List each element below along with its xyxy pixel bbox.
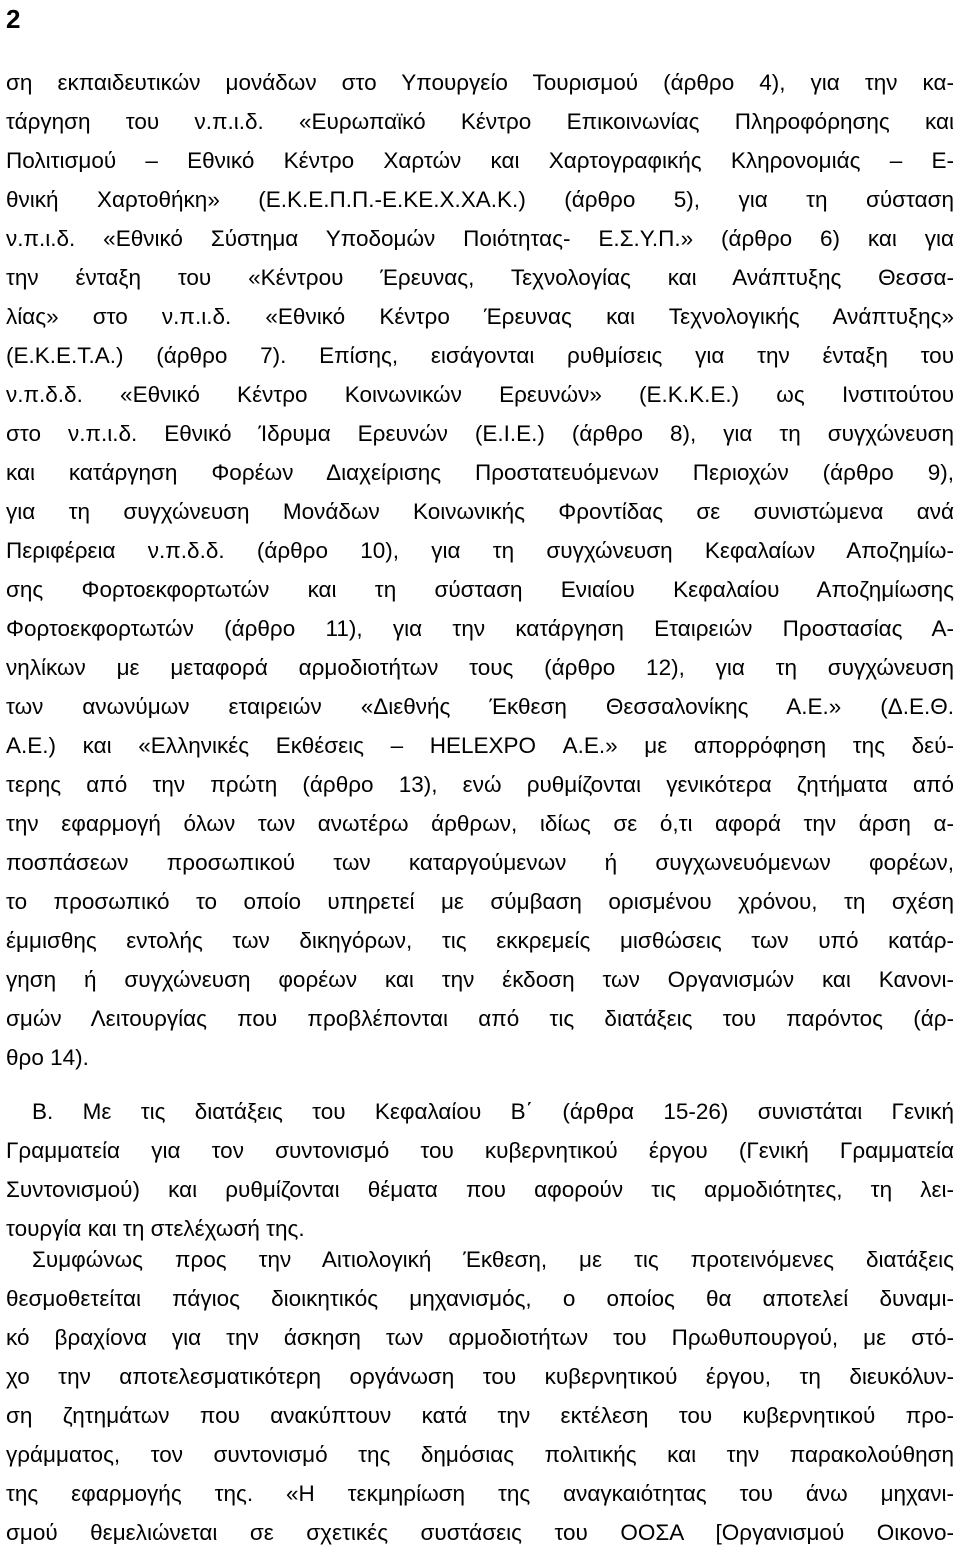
text-line: της εφαρμογής της. «Η τεκμηρίωση της αναγκαιότητας του άνω μηχανι- xyxy=(6,1481,954,1506)
text-line: τερης από την πρώτη (άρθρο 13), ενώ ρυθμίζονται γενικότερα ζητήματα από xyxy=(6,772,954,797)
text-line: χο την αποτελεσματικότερη οργάνωση του κυβερνητικού έργου, τη διευκόλυν- xyxy=(6,1364,954,1389)
paragraph-explanatory-report xyxy=(6,1240,954,1552)
text-line: σμών Λειτουργίας που προβλέπονται από τις διατάξεις του παρόντος (άρ- xyxy=(6,1006,954,1031)
text-line: λίας» στο ν.π.ι.δ. «Εθνικό Κέντρο Έρευνας και Τεχνολογικής Ανάπτυξης» xyxy=(6,304,954,329)
text-line: Α.Ε.) και «Ελληνικές Εκθέσεις – HELEXPO Α.Ε.» με απορρόφηση της δεύ- xyxy=(6,733,954,758)
text-line: την ένταξη του «Κέντρου Έρευνας, Τεχνολογίας και Ανάπτυξης Θεσσα- xyxy=(6,265,954,290)
text-line: ν.π.δ.δ. «Εθνικό Κέντρο Κοινωνικών Ερευνών» (Ε.Κ.Κ.Ε.) ως Ινστιτούτου xyxy=(6,382,954,407)
text-line: στο ν.π.ι.δ. Εθνικό Ίδρυμα Ερευνών (Ε.Ι.Ε.) (άρθρο 8), για τη συγχώνευση xyxy=(6,421,954,446)
text-line: Συμφώνως προς την Αιτιολογική Έκθεση, με τις προτεινόμενες διατάξεις xyxy=(32,1247,954,1272)
text-line: σης Φορτοεκφορτωτών και τη σύσταση Ενιαίου Κεφαλαίου Αποζημίωσης xyxy=(6,577,954,602)
text-line: θρο 14). xyxy=(6,1045,89,1070)
text-line: θνική Χαρτοθήκη» (Ε.Κ.Ε.Π.Π.-Ε.ΚΕ.Χ.ΧΑ.Κ.) (άρθρο 5), για τη σύσταση xyxy=(6,187,954,212)
text-line: Φορτοεκφορτωτών (άρθρο 11), για την κατάργηση Εταιρειών Προστασίας Α- xyxy=(6,616,954,641)
text-line: γηση ή συγχώνευση φορέων και την έκδοση των Οργανισμών και Κανονι- xyxy=(6,967,954,992)
text-line: την εφαρμογή όλων των ανωτέρω άρθρων, ιδίως σε ό,τι αφορά την άρση α- xyxy=(6,811,954,836)
text-line: ση εκπαιδευτικών μονάδων στο Υπουργείο Τουρισμού (άρθρο 4), για την κα- xyxy=(6,70,954,95)
paragraph-continuation xyxy=(6,63,954,1077)
text-line: ν.π.ι.δ. «Εθνικό Σύστημα Υποδομών Ποιότητας- Ε.Σ.Υ.Π.» (άρθρο 6) και για xyxy=(6,226,954,251)
text-line: Περιφέρεια ν.π.δ.δ. (άρθρο 10), για τη συγχώνευση Κεφαλαίων Αποζημίω- xyxy=(6,538,954,563)
text-line: έμμισθης εντολής των δικηγόρων, τις εκκρεμείς μισθώσεις των υπό κατάρ- xyxy=(6,928,954,953)
page-number: 2 xyxy=(6,4,21,34)
text-line: Πολιτισμού – Εθνικό Κέντρο Χαρτών και Χαρτογραφικής Κληρονομιάς – Ε- xyxy=(6,148,954,173)
text-line: και κατάργηση Φορέων Διαχείρισης Προστατευόμενων Περιοχών (άρθρο 9), xyxy=(6,460,954,485)
text-line: των ανωνύμων εταιρειών «Διεθνής Έκθεση Θεσσαλονίκης Α.Ε.» (Δ.Ε.Θ. xyxy=(6,694,954,719)
text-line: Γραμματεία για τον συντονισμό του κυβερνητικού έργου (Γενική Γραμματεία xyxy=(6,1138,954,1163)
text-line: Β. Με τις διατάξεις του Κεφαλαίου Β΄ (άρθρα 15-26) συνιστάται Γενική xyxy=(32,1099,954,1124)
text-line: γράμματος, τον συντονισμό της δημόσιας πολιτικής και την παρακολούθηση xyxy=(6,1442,954,1467)
text-line: θεσμοθετείται πάγιος διοικητικός μηχανισμός, ο οποίος θα αποτελεί δυναμι- xyxy=(6,1286,954,1311)
paragraph-section-b xyxy=(6,1092,954,1248)
text-line: ποσπάσεων προσωπικού των καταργούμενων ή συγχωνευόμενων φορέων, xyxy=(6,850,954,875)
text-line: νηλίκων με μεταφορά αρμοδιοτήτων τους (άρθρο 12), για τη συγχώνευση xyxy=(6,655,954,680)
text-line: σμού θεμελιώνεται σε σχετικές συστάσεις του ΟΟΣΑ [Οργανισμού Οικονο- xyxy=(6,1520,954,1545)
text-line: για τη συγχώνευση Μονάδων Κοινωνικής Φροντίδας σε συνιστώμενα ανά xyxy=(6,499,954,524)
text-line: τουργία και τη στελέχωσή της. xyxy=(6,1216,305,1241)
text-line: κό βραχίονα για την άσκηση των αρμοδιοτήτων του Πρωθυπουργού, με στό- xyxy=(6,1325,954,1350)
text-line: ση ζητημάτων που ανακύπτουν κατά την εκτέλεση του κυβερνητικού προ- xyxy=(6,1403,954,1428)
text-line: τάργηση του ν.π.ι.δ. «Ευρωπαϊκό Κέντρο Επικοινωνίας Πληροφόρησης και xyxy=(6,109,954,134)
text-line: (Ε.Κ.Ε.Τ.Α.) (άρθρο 7). Επίσης, εισάγονται ρυθμίσεις για την ένταξη του xyxy=(6,343,954,368)
text-line: Συντονισμού) και ρυθμίζονται θέματα που αφορούν τις αρμοδιότητες, τη λει- xyxy=(6,1177,954,1202)
text-line: το προσωπικό το οποίο υπηρετεί με σύμβαση ορισμένου χρόνου, τη σχέση xyxy=(6,889,954,914)
